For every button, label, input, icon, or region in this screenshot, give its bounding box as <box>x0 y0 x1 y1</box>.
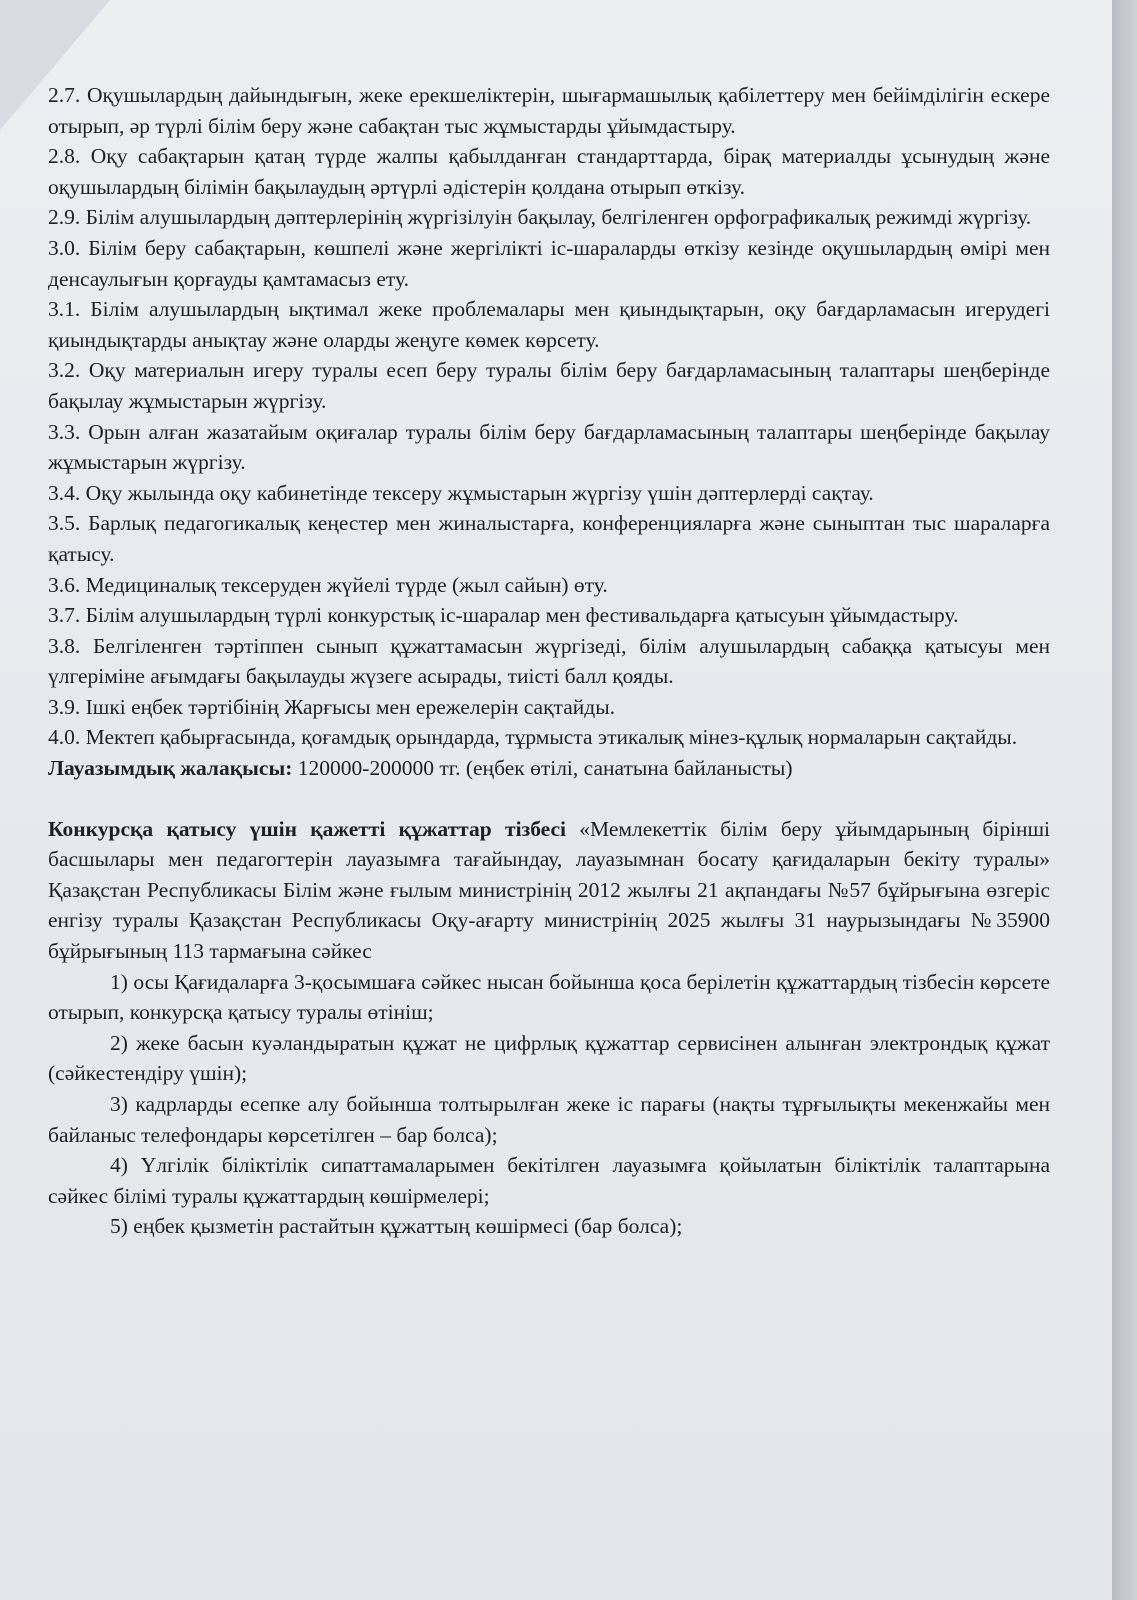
required-document-1: 1) осы Қағидаларға 3-қосымшаға сәйкес нысан бойынша қоса берілетін құжаттардың тізбесін көрсете отырып, конкурсқа қатысу туралы өтініш; <box>48 969 1050 1025</box>
document-body <box>48 80 1050 1242</box>
required-documents-intro <box>48 814 1050 967</box>
required-document-5: 5) еңбек қызметін растайтын құжаттың көшірмесі (бар болса); <box>110 1214 683 1239</box>
duty-item-3-6: 3.6. Медициналық тексеруден жүйелі түрде (жыл сайын) өту. <box>48 572 608 597</box>
duty-item-3-8: 3.8. Белгіленген тәртіппен сынып құжаттамасын жүргізеді, білім алушылардың сабаққа қатысуы мен үлгеріміне ағымдағы бақылауды жүзеге асырады, тиісті балл қояды. <box>48 633 1050 689</box>
duty-item-3-5: 3.5. Барлық педагогикалық кеңестер мен жиналыстарға, конференцияларға және сыныптан тыс шараларға қатысу. <box>48 511 1050 566</box>
duty-item-2-9: 2.9. Білім алушылардың дәптерлерінің жүргізілуін бақылау, белгіленген орфографикалық режимді жүргізу. <box>48 205 1032 230</box>
salary-value: 120000-200000 тг. (еңбек өтілі, санатына байланысты) <box>292 756 793 781</box>
duty-item-2-7: 2.7. Оқушылардың дайындығын, жеке ерекшеліктерін, шығармашылық қабілеттеру мен бейімділігін ескере отырып, әр түрлі білім беру және сабақтан тыс жұмыстарды ұйымдастыру. <box>48 83 1050 138</box>
required-documents-text: «Мемлекеттік білім беру ұйымдарының бірінші басшылары мен педагогтерін лауазымға тағайындау, лауазымнан босату қағидаларын бекіту туралы» Қазақстан Республикасы Білім және ғылым министрінің 2012 жылғы 21 ақпандағы №57 бұйрығына өзгеріс енгізу туралы Қазақстан Республикасы Оқу-ағарту министрінің 2025 жылғы 31 наурызындағы №35900 бұйрығының 113 тармағына сәйкес <box>48 816 1050 964</box>
salary-label: Лауазымдық жалақысы: <box>48 756 293 781</box>
required-document-4: 4) Үлгілік біліктілік сипаттамаларымен бекітілген лауазымға қойылатын біліктілік талаптарына сәйкес білімі туралы құжаттардың көшірмелері; <box>48 1153 1050 1208</box>
required-document-2: 2) жеке басын куәландыратын құжат не цифрлық құжаттар сервисінен алынған электрондық құжат (сәйкестендіру үшін); <box>48 1030 1050 1086</box>
page-edge-shadow <box>1112 0 1137 1600</box>
duty-item-3-2: 3.2. Оқу материалын игеру туралы есеп беру туралы білім беру бағдарламасының талаптары шеңберінде бақылау жұмыстарын жүргізу. <box>48 358 1050 413</box>
duty-item-3-3: 3.3. Орын алған жазатайым оқиғалар туралы білім беру бағдарламасының талаптары шеңберінде бақылау жұмыстарын жүргізу. <box>48 419 1050 475</box>
duty-item-3-4: 3.4. Оқу жылында оқу кабинетінде тексеру жұмыстарын жүргізу үшін дәптерлерді сақтау. <box>48 480 874 505</box>
duty-item-3-7: 3.7. Білім алушылардың түрлі конкурстық іс-шаралар мен фестивальдарға қатысуын ұйымдастыру. <box>48 603 959 628</box>
duty-item-3-1: 3.1. Білім алушылардың ықтимал жеке проблемалары мен қиындықтарын, оқу бағдарламасын игерудегі қиындықтарды анықтау және оларды жеңуге көмек көрсету. <box>48 297 1050 352</box>
required-documents-label: Конкурсқа қатысу үшін қажетті құжаттар тізбесі <box>48 816 566 841</box>
required-document-3: 3) кадрларды есепке алу бойынша толтырылған жеке іс парағы (нақты тұрғылықты мекенжайы мен байланыс телефондары көрсетілген – бар болса); <box>48 1092 1050 1147</box>
duty-item-4-0: 4.0. Мектеп қабырғасында, қоғамдық орындарда, тұрмыста этикалық мінез-құлық нормаларын сақтайды. <box>48 725 1018 750</box>
duty-item-3-0: 3.0. Білім беру сабақтарын, көшпелі және жергілікті іс-шараларды өткізу кезінде оқушылардың өмірі мен денсаулығын қорғауды қамтамасыз ету. <box>48 235 1050 291</box>
salary-line <box>48 753 1050 784</box>
duty-item-2-8: 2.8. Оқу сабақтарын қатаң түрде жалпы қабылданған стандарттарда, бірақ материалды ұсынудың және оқушылардың білімін бақылаудың әртүрлі әдістерін қолдана отырып өткізу. <box>48 144 1050 199</box>
spacer <box>48 784 1050 814</box>
duty-item-3-9: 3.9. Ішкі еңбек тәртібінің Жарғысы мен ережелерін сақтайды. <box>48 694 616 719</box>
